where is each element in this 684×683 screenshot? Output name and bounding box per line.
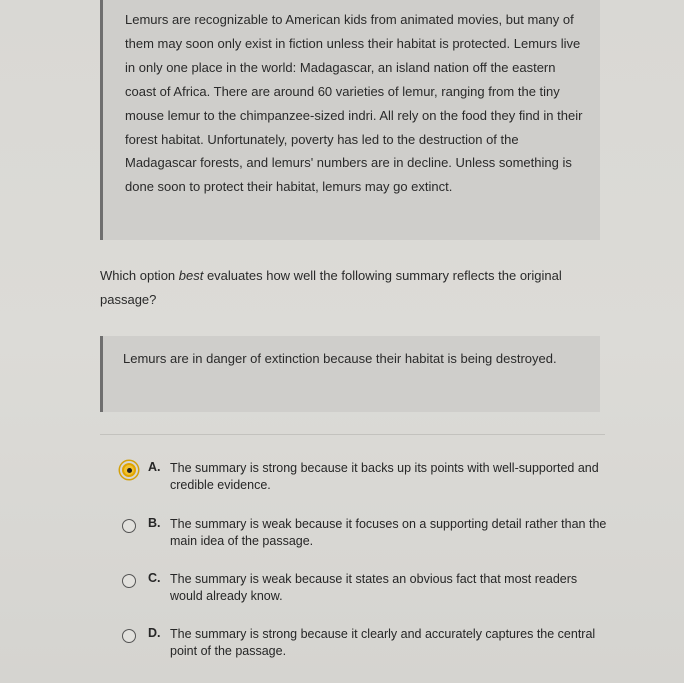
answer-option-a[interactable] xyxy=(120,459,610,499)
radio-button-a[interactable] xyxy=(122,463,136,477)
question-emphasis: best xyxy=(178,268,204,283)
answer-option-d[interactable] xyxy=(120,625,610,665)
option-text-c: The summary is weak because it states an obvious fact that most readers would already know. xyxy=(170,572,578,603)
passage-box xyxy=(100,0,600,240)
radio-button-b[interactable] xyxy=(122,519,136,533)
radio-button-d[interactable] xyxy=(122,629,136,643)
divider xyxy=(100,434,605,435)
passage-text: Lemurs are recognizable to American kids from animated movies, but many of them may soon only exist in fiction unless their habitat is protected. Lemurs live in only one place in the world: Madagascar, an island nation off the eastern coast of Africa. There are around 60 varieties of lemur, ranging from the tiny mouse lemur to the chimpanzee-sized indri. All rely on the food they find in their forest habitat. Unfortunately, poverty has led to the destruction of the Madagascar forests, and lemurs' numbers are in decline. Unless something is done soon to protect their habitat, lemurs may go extinct. xyxy=(125,12,583,195)
radio-button-c[interactable] xyxy=(122,574,136,588)
option-letter-a: A. xyxy=(148,460,161,474)
summary-text: Lemurs are in danger of extinction because their habitat is being destroyed. xyxy=(123,351,557,366)
option-text-b: The summary is weak because it focuses on a supporting detail rather than the main idea of the passage. xyxy=(170,517,607,548)
option-text-a: The summary is strong because it backs up its points with well-supported and credible evidence. xyxy=(170,461,599,492)
option-letter-d: D. xyxy=(148,626,161,640)
answer-option-b[interactable] xyxy=(120,515,610,555)
question-prompt xyxy=(100,264,600,312)
option-letter-c: C. xyxy=(148,571,161,585)
question-text-before: Which option xyxy=(100,268,179,283)
answer-option-c[interactable] xyxy=(120,570,610,610)
option-letter-b: B. xyxy=(148,516,161,530)
question-text-after: evaluates how well the following summary reflects the original passage? xyxy=(100,268,562,307)
summary-box xyxy=(100,336,600,412)
option-text-d: The summary is strong because it clearly and accurately captures the central point of the passage. xyxy=(170,627,596,658)
